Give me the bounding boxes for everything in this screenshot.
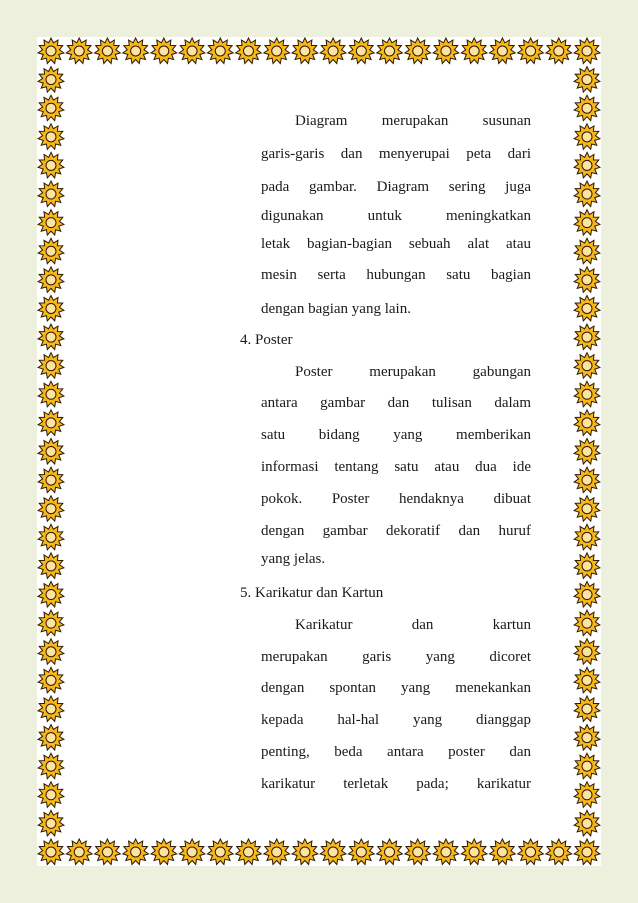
text-line: merupakan garis yang dicoret (261, 649, 531, 665)
text-line: Poster merupakan gabungan (295, 364, 531, 380)
section-heading: 5. Karikatur dan Kartun (240, 585, 384, 601)
text-line: dengan gambar dekoratif dan huruf (261, 523, 531, 539)
text-line: letak bagian-bagian sebuah alat atau (261, 236, 531, 252)
text-line: digunakan untuk meningkatkan (261, 208, 531, 224)
page (37, 37, 601, 866)
page-content (37, 37, 601, 866)
text-line: antara gambar dan tulisan dalam (261, 395, 531, 411)
text-line: karikatur terletak pada; karikatur (261, 776, 531, 792)
text-line: informasi tentang satu atau dua ide (261, 459, 531, 475)
text-line: mesin serta hubungan satu bagian (261, 267, 531, 283)
section-heading: 4. Poster (240, 332, 293, 348)
text-line: dengan spontan yang menekankan (261, 680, 531, 696)
text-line: satu bidang yang memberikan (261, 427, 531, 443)
text-line: garis-garis dan menyerupai peta dari (261, 146, 531, 162)
text-line: Karikatur dan kartun (295, 617, 531, 633)
text-line: pokok. Poster hendaknya dibuat (261, 491, 531, 507)
text-line: kepada hal-hal yang dianggap (261, 712, 531, 728)
text-line: Diagram merupakan susunan (295, 113, 531, 129)
text-line: dengan bagian yang lain. (261, 301, 411, 317)
text-line: penting, beda antara poster dan (261, 744, 531, 760)
text-line: yang jelas. (261, 551, 326, 567)
text-line: pada gambar. Diagram sering juga (261, 179, 531, 195)
